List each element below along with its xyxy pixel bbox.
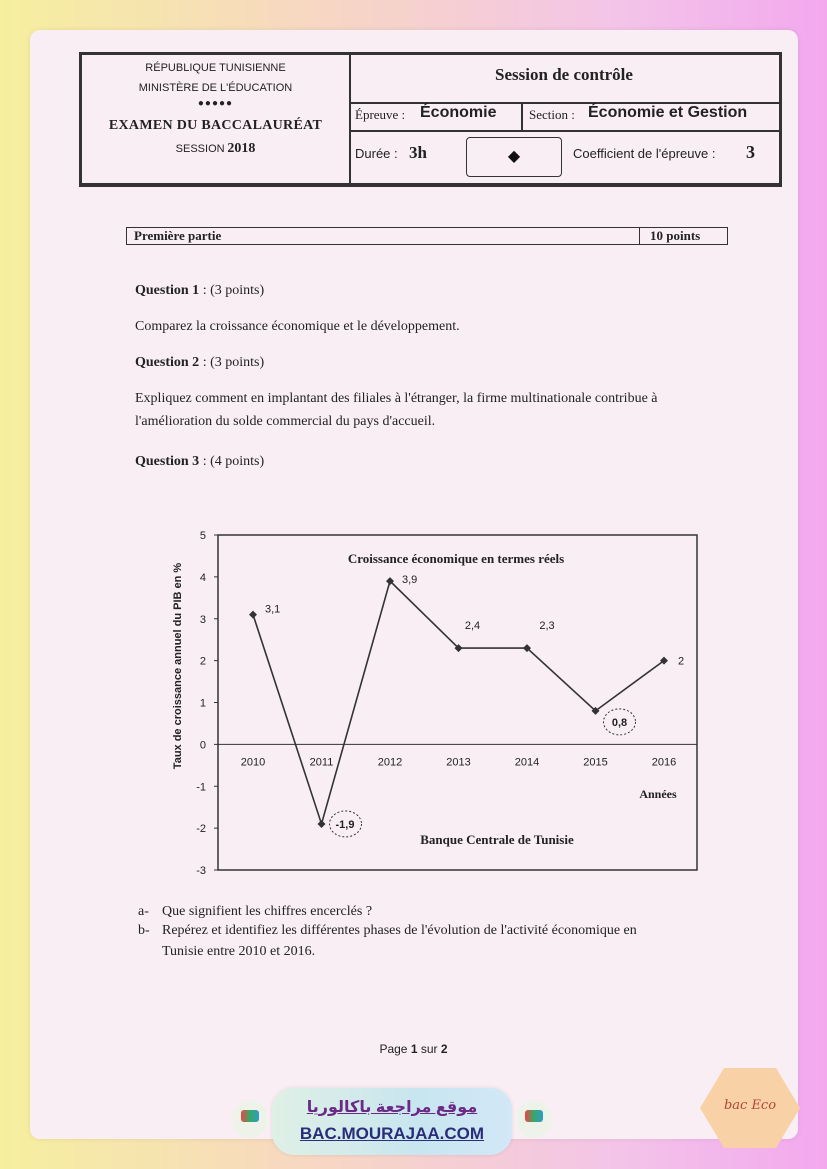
growth-series-line xyxy=(253,581,664,824)
x-tick-label: 2012 xyxy=(377,756,403,769)
site-logo-right-icon xyxy=(516,1100,552,1138)
data-point-marker xyxy=(249,611,257,619)
session-label: SESSION xyxy=(175,143,225,155)
data-point-label: 2,4 xyxy=(464,620,481,633)
site-arabic-link[interactable]: موقع مراجعة باكالوريا xyxy=(306,1099,478,1116)
data-point-label: 3,9 xyxy=(402,574,418,587)
x-axis-title: Années xyxy=(639,787,677,801)
y-tick-label: 3 xyxy=(199,613,206,626)
x-tick-label: 2016 xyxy=(651,756,677,769)
session-year: 2018 xyxy=(227,141,256,156)
y-tick-label: 2 xyxy=(199,655,206,668)
sub-question-b-line-1: Repérez et identifiez les différentes phases de l'évolution de l'activité économique en xyxy=(162,923,637,938)
y-tick-label: -1 xyxy=(196,781,206,794)
part-points: 10 points xyxy=(650,228,701,243)
sub-question-a-marker: a- xyxy=(138,904,149,919)
epreuve-value: Économie xyxy=(420,104,497,121)
x-tick-label: 2011 xyxy=(309,756,334,769)
site-url-link[interactable]: BAC.MOURAJAA.COM xyxy=(299,1124,485,1143)
data-point-label: 2,3 xyxy=(539,620,555,633)
duree-label: Durée : xyxy=(355,146,398,161)
question-3-title: Question 3 xyxy=(135,454,200,469)
page-number xyxy=(0,1042,827,1056)
page-sep: sur xyxy=(420,1042,438,1056)
republic-label: RÉPUBLIQUE TUNISIENNE xyxy=(145,62,286,74)
question-2-title: Question 2 xyxy=(135,355,200,370)
chart-source: Banque Centrale de Tunisie xyxy=(420,832,574,847)
diamond-box: ◆ xyxy=(466,137,562,177)
y-tick-label: 5 xyxy=(199,530,206,542)
exam-title: EXAMEN DU BACCALAURÉAT xyxy=(108,118,323,133)
y-tick-label: -2 xyxy=(196,823,206,836)
data-point-label: 3,1 xyxy=(265,603,281,616)
y-tick-label: -3 xyxy=(196,865,206,877)
section-value: Économie et Gestion xyxy=(588,104,748,121)
duree-value: 3h xyxy=(409,143,427,162)
x-tick-label: 2013 xyxy=(446,756,471,769)
x-tick-label: 2015 xyxy=(583,756,608,769)
epreuve-label: Épreuve : xyxy=(355,107,406,122)
session-type: Session de contrôle xyxy=(495,65,633,84)
site-banner[interactable] xyxy=(272,1088,512,1155)
chart-title: Croissance économique en termes réels xyxy=(347,551,565,566)
bac-eco-logo-text: bac Eco xyxy=(723,1098,777,1113)
data-point-label: -1,9 xyxy=(335,818,355,831)
y-tick-label: 1 xyxy=(199,697,206,710)
coef-label: Coefficient de l'épreuve : xyxy=(573,146,716,161)
section-label: Section : xyxy=(529,107,575,122)
question-1-text: Comparez la croissance économique et le développement. xyxy=(135,319,460,334)
separator-dots: ●●●●● xyxy=(197,98,234,109)
sub-question-b-marker: b- xyxy=(138,923,150,938)
y-axis-title: Taux de croissance annuel du PIB en % xyxy=(172,562,184,770)
plot-area-frame xyxy=(218,535,697,870)
question-1-points: : (3 points) xyxy=(202,283,265,298)
page-current: 1 xyxy=(410,1042,418,1056)
x-tick-label: 2010 xyxy=(240,756,266,769)
question-1-title: Question 1 xyxy=(135,283,200,298)
data-point-label: 2 xyxy=(678,655,685,668)
data-point-label: 0,8 xyxy=(611,716,628,729)
data-point-marker xyxy=(318,820,326,828)
ministry-label: MINISTÈRE DE L'ÉDUCATION xyxy=(138,82,293,94)
question-2-line-1: Expliquez comment en implantant des filiales à l'étranger, la firme multinationale contribue à xyxy=(135,391,658,406)
site-logo-left-icon xyxy=(232,1100,268,1138)
question-3-points: : (4 points) xyxy=(202,454,265,469)
question-2-points: : (3 points) xyxy=(202,355,265,370)
page-prefix: Page xyxy=(379,1042,408,1056)
part-title: Première partie xyxy=(134,228,222,243)
coef-value: 3 xyxy=(746,142,755,162)
sub-question-a-text: Que signifient les chiffres encerclés ? xyxy=(162,904,373,919)
y-tick-label: 0 xyxy=(199,739,206,752)
question-2-line-2: l'amélioration du solde commercial du pays d'accueil. xyxy=(135,414,436,429)
bac-eco-logo xyxy=(698,1066,802,1150)
sub-question-b-line-2: Tunisie entre 2010 et 2016. xyxy=(162,944,316,959)
x-tick-label: 2014 xyxy=(514,756,540,769)
page-total: 2 xyxy=(440,1042,448,1056)
y-tick-label: 4 xyxy=(199,571,206,584)
